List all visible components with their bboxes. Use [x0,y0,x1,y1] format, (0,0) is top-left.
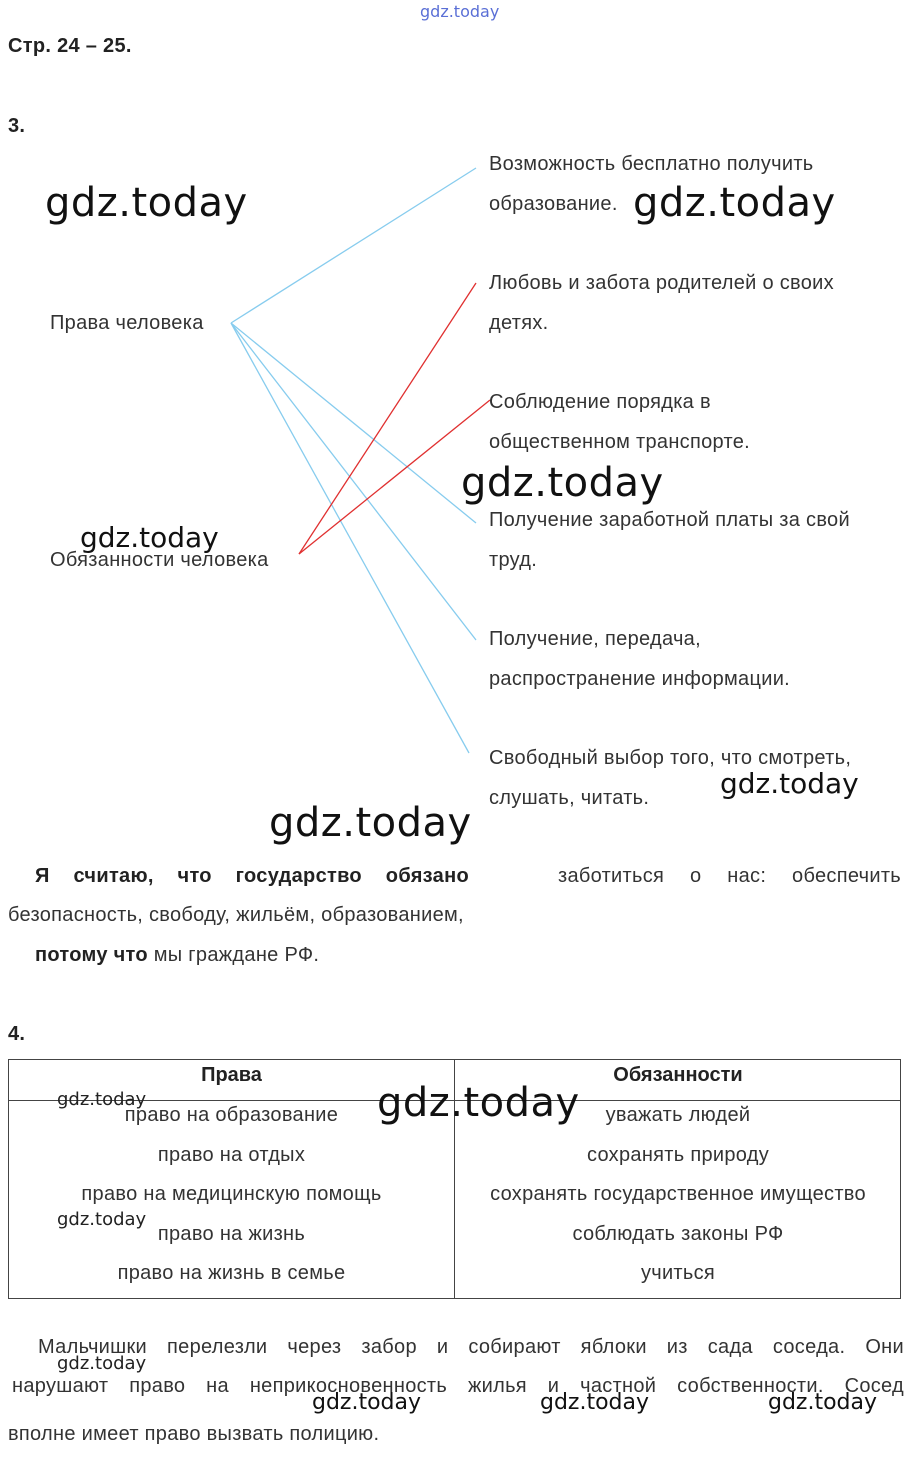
rights-link-line [231,323,469,753]
watermark: gdz.today [768,1390,878,1415]
opinion-bold-1: Я считаю, что государство обязано [35,865,469,887]
opinion-line-1 [35,865,901,888]
watermark: gdz.today [461,460,664,506]
watermark: gdz.today [80,521,219,554]
left-item-duties: Обязанности человека [50,549,269,571]
right-item-line: Любовь и забота родителей о своих [489,272,834,294]
watermark: gdz.today [45,180,248,226]
watermark: gdz.today [312,1390,422,1415]
opinion-line-3 [35,944,319,967]
watermark: gdz.today [720,767,859,800]
page-reference: Стр. 24 – 25. [8,35,132,57]
right-item-line: распространение информации. [489,668,791,690]
right-item-line: общественном транспорте. [489,431,751,453]
watermark: gdz.today [57,1353,147,1374]
duties-cell: соблюдать законы РФ [572,1222,784,1245]
duties-link-line [299,283,476,554]
watermark: gdz.today [57,1089,147,1110]
opinion-bold-3: потому что [35,944,148,966]
rights-cell: право на жизнь [157,1222,306,1245]
opinion-line-2: безопасность, свободу, жильём, образованием, [8,904,464,926]
conclusion-line-1: Мальчишки перелезли через забор и собирают яблоки из сада соседа. Они [38,1336,904,1358]
top-watermark: gdz.today [420,2,500,21]
right-item-line: Получение, передача, [489,628,701,650]
watermark: gdz.today [269,800,472,846]
right-item-line: Получение заработной платы за свой [489,509,850,531]
rights-links [231,168,476,753]
right-item-line: образование. [489,193,618,215]
duties-links [299,283,490,554]
right-item-line: Соблюдение порядка в [489,391,711,413]
watermark: gdz.today [377,1080,580,1126]
rights-link-line [231,168,476,323]
watermark: gdz.today [57,1209,147,1230]
right-item-line: детях. [489,312,549,334]
right-item-line: слушать, читать. [489,787,650,809]
watermark: gdz.today [633,180,836,226]
right-item-line: труд. [489,549,538,571]
task-4-number: 4. [8,1023,26,1045]
rights-link-line [231,323,476,523]
opinion-rest-3: мы граждане РФ. [153,944,320,966]
rights-cell: право на образование [124,1104,339,1126]
conclusion-line-2: нарушают право на неприкосновенность жилья и частной собственности. Сосед [12,1375,904,1397]
rights-header: Права [201,1064,262,1086]
right-item-line: Свободный выбор того, что смотреть, [489,747,852,769]
duties-header: Обязанности [613,1064,743,1086]
duties-cell: учиться [640,1262,716,1284]
watermark: gdz.today [540,1390,650,1415]
rights-cell: право на отдых [157,1143,306,1166]
right-item-line: Возможность бесплатно получить [489,153,814,175]
conclusion-line-3: вполне имеет право вызвать полицию. [8,1423,380,1445]
duties-cell: сохранять государственное имущество [490,1183,866,1205]
opinion-rest-1: заботиться о нас: обеспечить [557,865,901,887]
rights-link-line [231,323,476,640]
task-3-number: 3. [8,115,26,137]
rights-cell: право на жизнь в семье [117,1262,346,1284]
duties-cell: сохранять природу [586,1143,770,1166]
duties-cell: уважать людей [605,1104,751,1126]
rights-cell: право на медицинскую помощь [81,1183,382,1205]
left-item-rights: Права человека [50,312,204,334]
